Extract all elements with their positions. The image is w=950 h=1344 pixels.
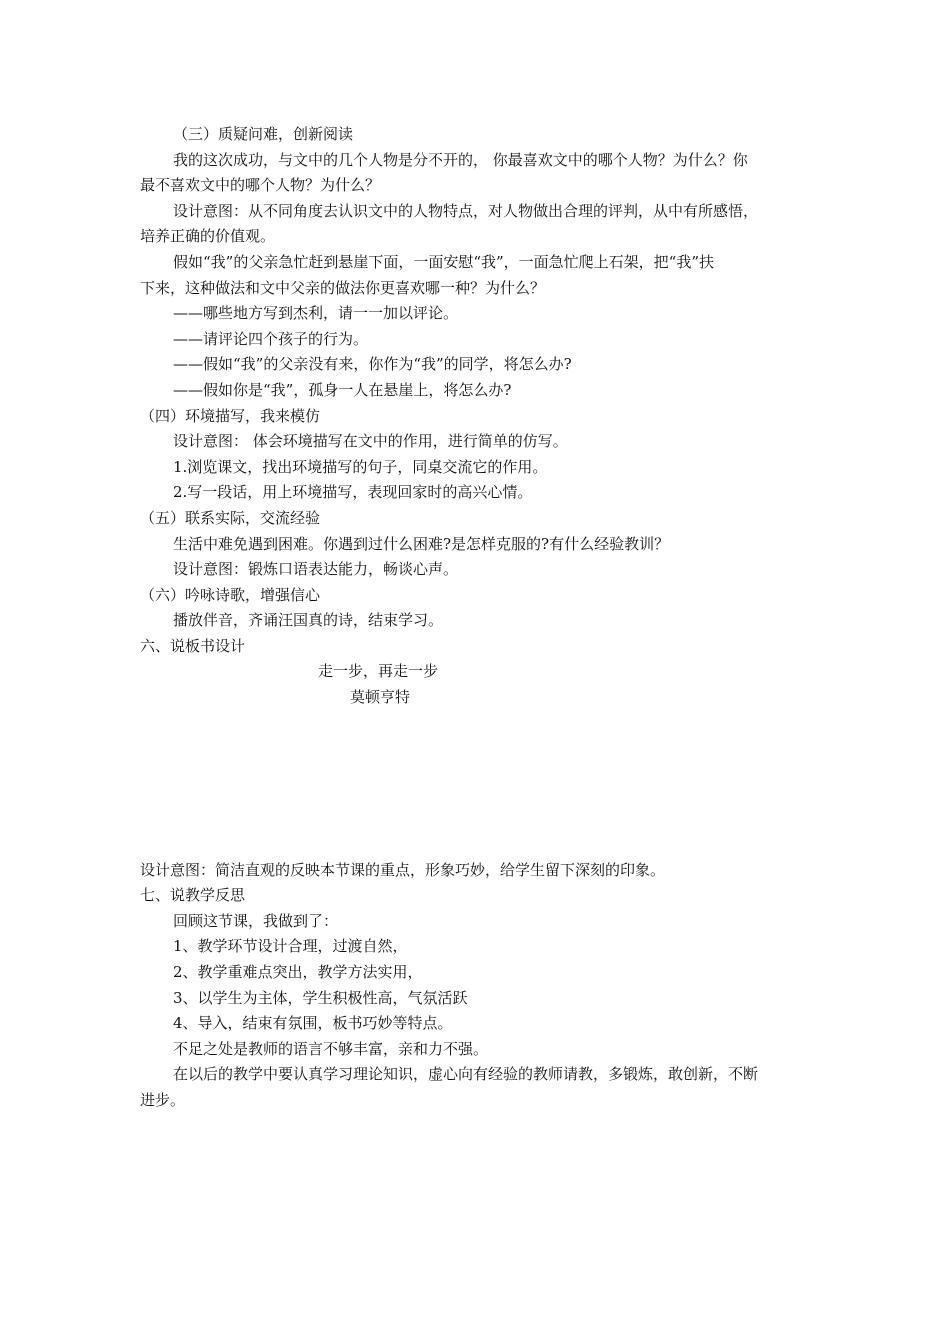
list-item: 2、教学重难点突出，教学方法实用，	[173, 963, 423, 982]
section-heading-6: （六）吟咏诗歌，增强信心	[140, 585, 321, 604]
paragraph: 在以后的教学中要认真学习理论知识，虚心向有经验的教师请教，多锻炼，敢创新，不断	[173, 1065, 759, 1084]
paragraph: 回顾这节课，我做到了：	[173, 911, 339, 930]
list-item: 3、以学生为主体，学生积极性高，气氛活跃	[173, 988, 468, 1007]
blank-space	[140, 711, 812, 858]
question-item: ——假如你是“我”，孤身一人在悬崖上，将怎么办?	[173, 380, 512, 399]
board-title: 走一步，再走一步	[318, 662, 439, 681]
question-item: ——哪些地方写到杰利，请一一加以评论。	[173, 304, 459, 323]
paragraph: 播放伴音，齐诵汪国真的诗，结束学习。	[173, 611, 444, 630]
question-item: ——请评论四个孩子的行为。	[173, 329, 369, 348]
list-item: 1、教学环节设计合理，过渡自然，	[173, 937, 408, 956]
question-item: ——假如“我”的父亲没有来，你作为“我”的同学，将怎么办?	[173, 355, 572, 374]
part-heading-6: 六、说板书设计	[140, 636, 246, 655]
board-author: 莫顿亨特	[350, 688, 411, 707]
paragraph: 我的这次成功，与文中的几个人物是分不开的， 你最喜欢文中的哪个人物？为什么？你	[173, 150, 748, 169]
design-intent: 设计意图： 体会环境描写在文中的作用，进行简单的仿写。	[173, 432, 568, 451]
document-body	[140, 122, 812, 1114]
paragraph-continuation: 最不喜欢文中的哪个人物？为什么？	[140, 176, 381, 195]
section-heading-3: （三）质疑问难，创新阅读	[173, 125, 354, 143]
part-heading-7: 七、说教学反思	[140, 886, 246, 905]
list-item: 4、导入，结束有氛围，板书巧妙等特点。	[173, 1014, 453, 1033]
section-heading-4: （四）环境描写，我来模仿	[140, 406, 321, 425]
paragraph: 假如“我”的父亲急忙赶到悬崖下面，一面安慰“我”，一面急忙爬上石架，把“我”扶	[173, 252, 715, 271]
design-intent: 设计意图：从不同角度去认识文中的人物特点，对人物做出合理的评判，从中有所感悟，	[173, 201, 759, 220]
paragraph: 生活中难免遇到困难。你遇到过什么困难?是怎样克服的?有什么经验教训？	[173, 534, 670, 553]
list-item: 1.浏览课文，找出环境描写的句子，同桌交流它的作用。	[173, 457, 548, 476]
paragraph: 不足之处是教师的语言不够丰富，亲和力不强。	[173, 1039, 489, 1058]
blackboard-design	[140, 659, 812, 710]
design-intent-continuation: 培养正确的价值观。	[140, 227, 276, 246]
paragraph-continuation: 进步。	[140, 1091, 186, 1109]
section-heading-5: （五）联系实际，交流经验	[140, 508, 321, 527]
design-intent: 设计意图：简洁直观的反映本节课的重点，形象巧妙，给学生留下深刻的印象。	[140, 860, 666, 879]
design-intent: 设计意图：锻炼口语表达能力，畅谈心声。	[173, 560, 459, 579]
list-item: 2.写一段话，用上环境描写，表现回家时的高兴心情。	[173, 483, 533, 502]
paragraph-continuation: 下来，这种做法和文中父亲的做法你更喜欢哪一种？为什么？	[140, 278, 546, 297]
